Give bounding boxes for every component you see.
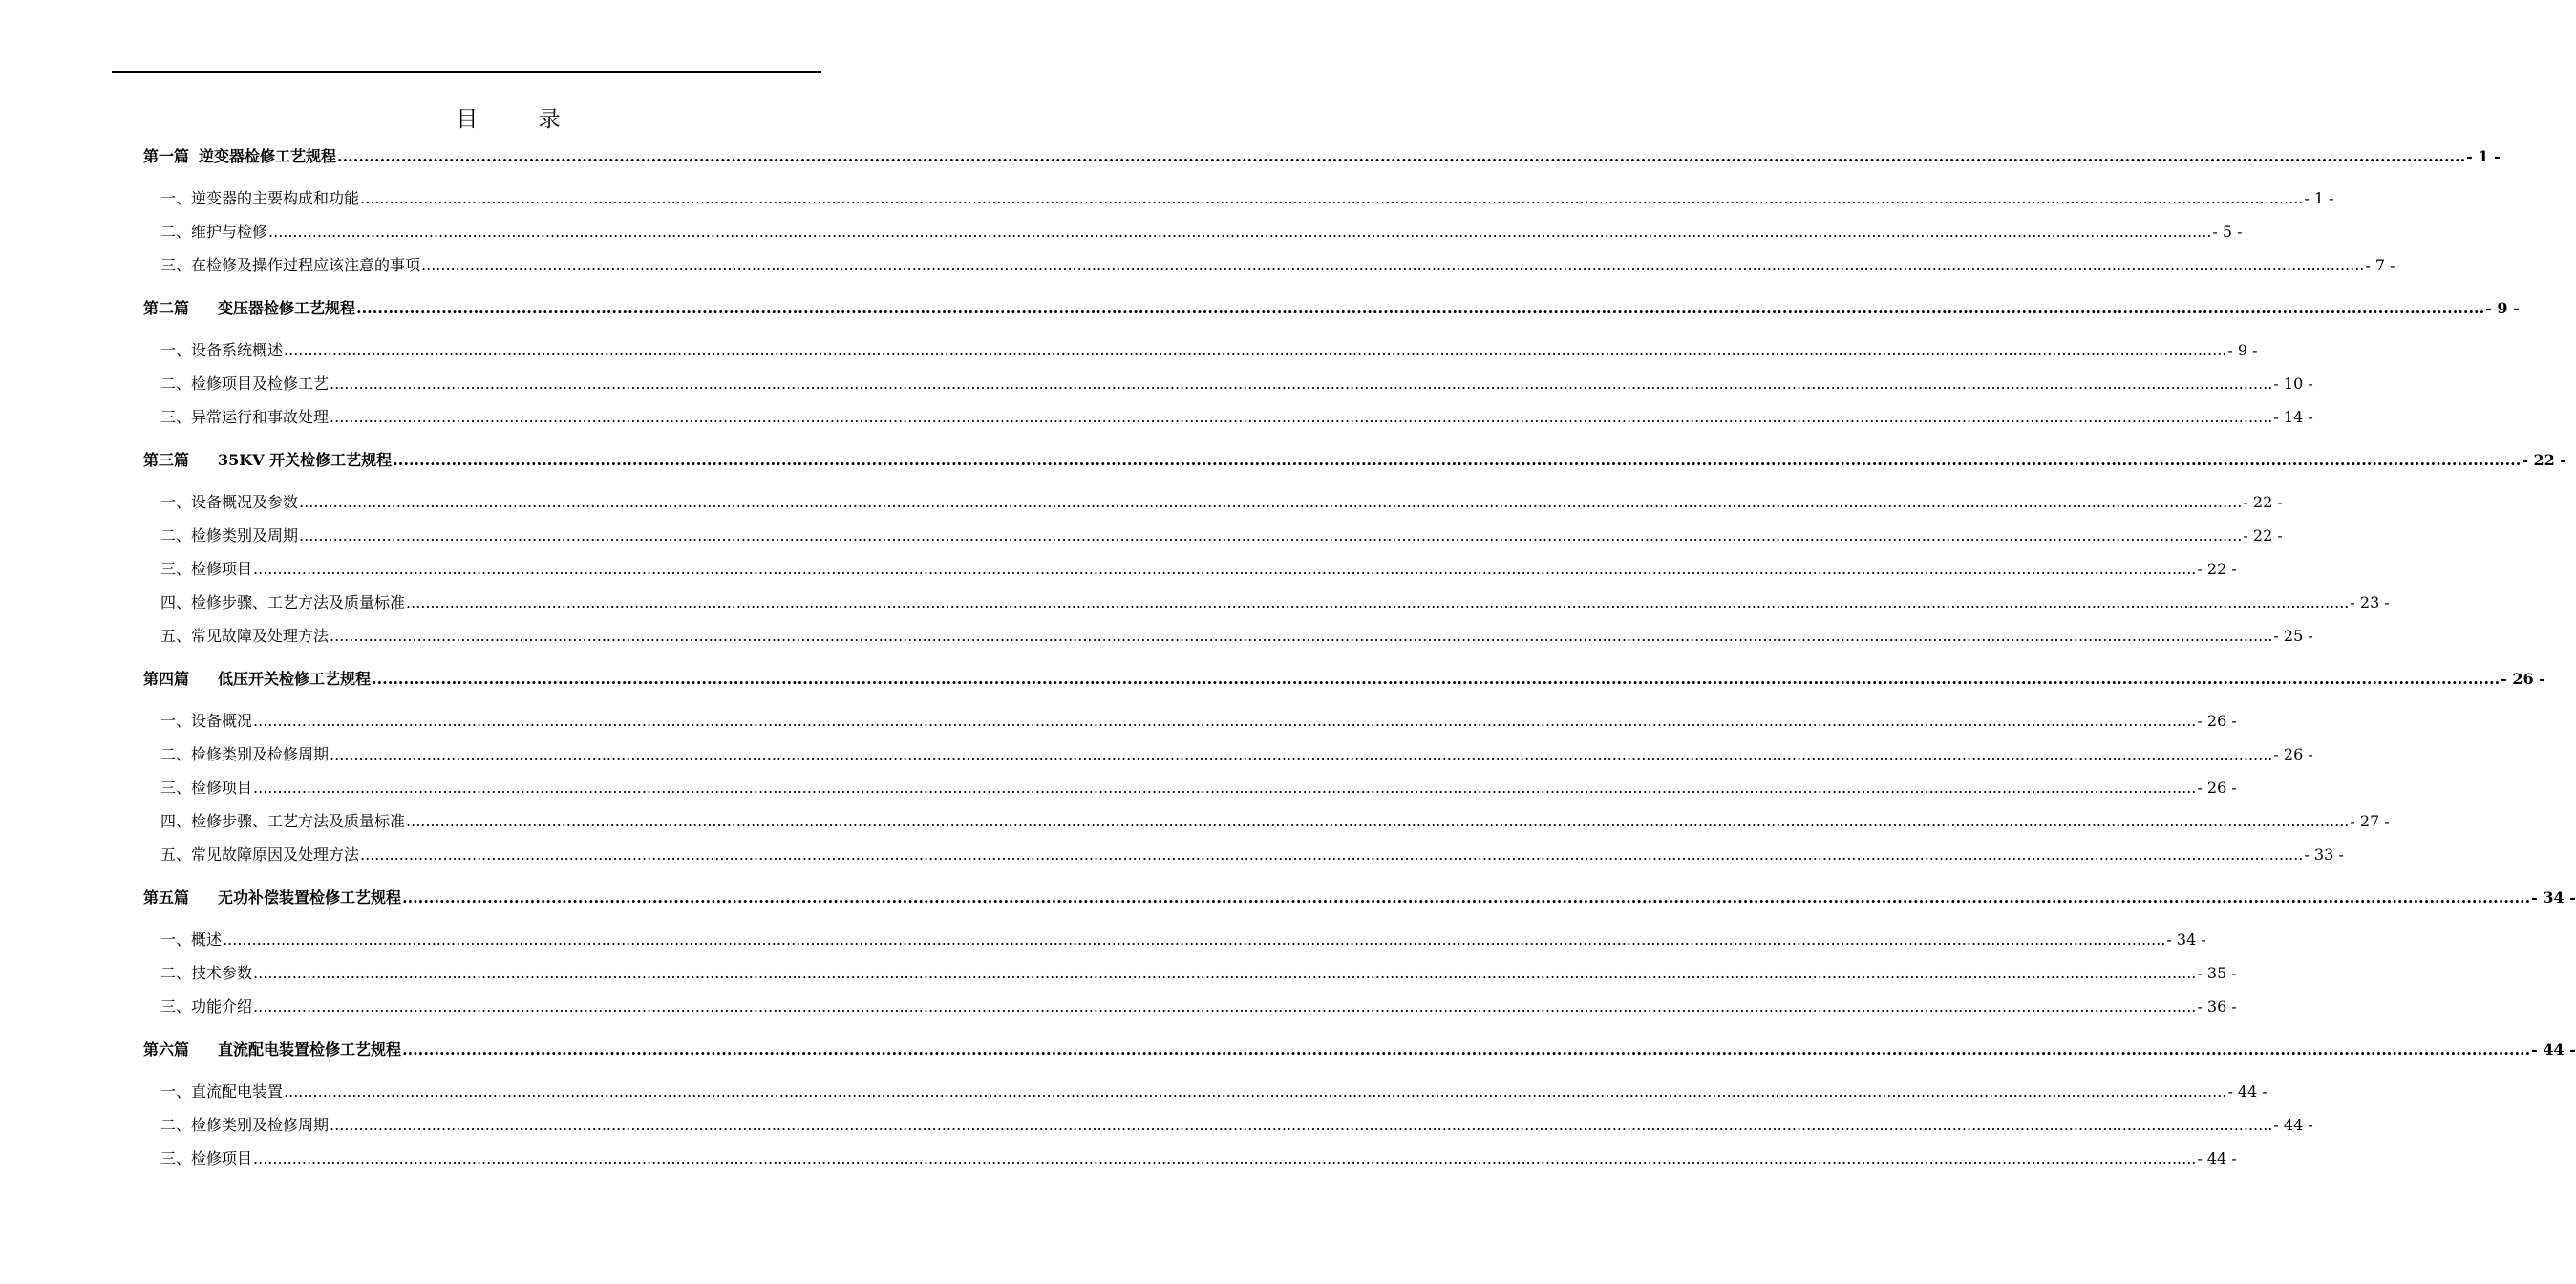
toc-chapter-entry[interactable] bbox=[143, 1038, 2576, 1062]
toc-entry-label bbox=[160, 1113, 329, 1138]
toc-entry-label bbox=[143, 886, 401, 910]
toc-dot-leader: ................................................................................................................................................................................................................................................................................................................................................................................................................ bbox=[402, 1040, 2531, 1059]
toc-entry-label bbox=[160, 253, 420, 278]
toc-entry-text: 三、检修项目 bbox=[160, 1149, 253, 1167]
toc-entry-text: 二、检修类别及检修周期 bbox=[160, 1116, 330, 1134]
toc-entry-label bbox=[143, 667, 371, 692]
toc-chapter-number: 第六篇 bbox=[143, 1040, 190, 1059]
toc-page-number: - 34 - bbox=[2531, 888, 2576, 907]
toc-section-entry[interactable] bbox=[160, 1080, 2267, 1104]
toc-chapter-entry[interactable] bbox=[143, 667, 2545, 692]
toc-section-entry[interactable] bbox=[160, 961, 2237, 986]
toc-section-entry[interactable] bbox=[160, 709, 2237, 734]
toc-entry-label bbox=[160, 1146, 252, 1171]
toc-entry-text: 低压开关检修工艺规程 bbox=[218, 670, 372, 688]
toc-entry-text: 五、常见故障及处理方法 bbox=[160, 627, 330, 645]
toc-dot-leader: ................................................................................................................................................................................................................................................................................................................................................................................................................ bbox=[337, 147, 2466, 165]
toc-section-entry[interactable] bbox=[160, 776, 2237, 801]
toc-dot-leader: ................................................................................................................................................................................................................................................................................................................................................................................................................ bbox=[360, 845, 2304, 864]
toc-entry-label bbox=[160, 742, 329, 767]
toc-entry-label bbox=[160, 590, 405, 615]
toc-entry-label bbox=[160, 524, 298, 548]
toc-dot-leader: ................................................................................................................................................................................................................................................................................................................................................................................................................ bbox=[356, 299, 2485, 317]
toc-page-number: - 1 - bbox=[2466, 147, 2501, 165]
toc-section-entry[interactable] bbox=[160, 220, 2243, 245]
toc-section-entry[interactable] bbox=[160, 490, 2283, 515]
toc-section-entry[interactable] bbox=[160, 557, 2237, 582]
toc-page-number: - 10 - bbox=[2273, 374, 2313, 393]
toc-chapter-number: 第一篇 bbox=[143, 147, 190, 165]
toc-dot-leader: ................................................................................................................................................................................................................................................................................................................................................................................................................ bbox=[402, 888, 2531, 907]
toc-section-entry[interactable] bbox=[160, 338, 2258, 363]
toc-page-number: - 1 - bbox=[2304, 189, 2334, 207]
toc-page-number: - 22 - bbox=[2243, 526, 2283, 545]
toc-page-number: - 25 - bbox=[2273, 627, 2313, 645]
toc-dot-leader: ................................................................................................................................................................................................................................................................................................................................................................................................................ bbox=[299, 493, 2243, 511]
toc-entry-text: 一、设备概况及参数 bbox=[160, 493, 299, 511]
toc-page-number: - 9 - bbox=[2227, 341, 2258, 359]
toc-section-entry[interactable] bbox=[160, 590, 2390, 615]
toc-entry-label bbox=[160, 809, 405, 834]
toc-entry-label bbox=[160, 995, 252, 1019]
toc-entry-text: 二、技术参数 bbox=[160, 964, 253, 982]
toc-section-entry[interactable] bbox=[160, 843, 2344, 867]
toc-page-number: - 44 - bbox=[2227, 1082, 2267, 1101]
toc-page-number: - 9 - bbox=[2485, 299, 2520, 317]
toc-entry-label bbox=[160, 372, 329, 396]
toc-dot-leader: ................................................................................................................................................................................................................................................................................................................................................................................................................ bbox=[253, 1149, 2197, 1167]
toc-dot-leader: ................................................................................................................................................................................................................................................................................................................................................................................................................ bbox=[284, 1082, 2227, 1101]
toc-entry-label bbox=[160, 220, 267, 245]
toc-entry-text: 五、常见故障原因及处理方法 bbox=[160, 845, 360, 864]
toc-section-entry[interactable] bbox=[160, 405, 2313, 430]
toc-section-entry[interactable] bbox=[160, 995, 2237, 1019]
toc-section-entry[interactable] bbox=[160, 253, 2395, 278]
toc-section-entry[interactable] bbox=[160, 809, 2390, 834]
toc-page-number: - 26 - bbox=[2273, 745, 2313, 763]
toc-section-entry[interactable] bbox=[160, 742, 2313, 767]
toc-page-number: - 26 - bbox=[2197, 712, 2237, 730]
toc-section-entry[interactable] bbox=[160, 524, 2283, 548]
toc-entry-text: 一、直流配电装置 bbox=[160, 1082, 284, 1101]
toc-entry-label bbox=[160, 490, 298, 515]
toc-page-number: - 44 - bbox=[2531, 1040, 2576, 1059]
toc-section-entry[interactable] bbox=[160, 1113, 2313, 1138]
toc-entry-text: 一、逆变器的主要构成和功能 bbox=[160, 189, 360, 207]
toc-dot-leader: ................................................................................................................................................................................................................................................................................................................................................................................................................ bbox=[253, 712, 2197, 730]
toc-chapter-entry[interactable] bbox=[143, 448, 2566, 473]
toc-section-entry[interactable] bbox=[160, 186, 2334, 211]
toc-page-number: - 7 - bbox=[2365, 256, 2395, 274]
toc-page-number: - 14 - bbox=[2273, 408, 2313, 426]
toc-entry-label bbox=[160, 557, 252, 582]
toc-entry-text: 一、设备系统概述 bbox=[160, 341, 284, 359]
toc-entry-label bbox=[160, 186, 359, 211]
toc-dot-leader: ................................................................................................................................................................................................................................................................................................................................................................................................................ bbox=[253, 964, 2197, 982]
toc-page-number: - 26 - bbox=[2501, 670, 2545, 688]
toc-title: 目 录 bbox=[456, 107, 587, 132]
toc-entry-text: 二、检修类别及检修周期 bbox=[160, 745, 330, 763]
toc-page-number: - 22 - bbox=[2197, 560, 2237, 578]
toc-entry-label bbox=[160, 928, 222, 952]
toc-dot-leader: ................................................................................................................................................................................................................................................................................................................................................................................................................ bbox=[253, 997, 2197, 1016]
toc-entry-text: 三、在检修及操作过程应该注意的事项 bbox=[160, 256, 421, 274]
toc-page-number: - 34 - bbox=[2166, 931, 2206, 949]
toc-entry-text: 35KV 开关检修工艺规程 bbox=[218, 451, 393, 469]
toc-entry-text: 三、检修项目 bbox=[160, 560, 253, 578]
toc-entry-text: 二、检修项目及检修工艺 bbox=[160, 374, 330, 393]
toc-section-entry[interactable] bbox=[160, 624, 2313, 649]
toc-chapter-number: 第四篇 bbox=[143, 670, 190, 688]
toc-entry-label bbox=[143, 144, 336, 169]
toc-entry-text: 无功补偿装置检修工艺规程 bbox=[218, 888, 402, 907]
toc-dot-leader: ................................................................................................................................................................................................................................................................................................................................................................................................................ bbox=[421, 256, 2365, 274]
toc-chapter-number: 第五篇 bbox=[143, 888, 190, 907]
toc-entry-text: 直流配电装置检修工艺规程 bbox=[218, 1040, 402, 1059]
toc-chapter-entry[interactable] bbox=[143, 296, 2520, 321]
toc-entry-label bbox=[160, 405, 329, 430]
toc-entry-label bbox=[160, 961, 252, 986]
toc-dot-leader: ................................................................................................................................................................................................................................................................................................................................................................................................................ bbox=[393, 451, 2522, 469]
toc-dot-leader: ................................................................................................................................................................................................................................................................................................................................................................................................................ bbox=[284, 341, 2227, 359]
toc-dot-leader: ................................................................................................................................................................................................................................................................................................................................................................................................................ bbox=[330, 745, 2273, 763]
toc-chapter-entry[interactable] bbox=[143, 886, 2576, 910]
toc-dot-leader: ................................................................................................................................................................................................................................................................................................................................................................................................................ bbox=[330, 408, 2273, 426]
toc-entry-label bbox=[160, 843, 359, 867]
toc-entry-text: 二、检修类别及周期 bbox=[160, 526, 299, 545]
toc-section-entry[interactable] bbox=[160, 372, 2313, 396]
toc-entry-text: 三、异常运行和事故处理 bbox=[160, 408, 330, 426]
toc-page-number: - 44 - bbox=[2197, 1149, 2237, 1167]
toc-dot-leader: ................................................................................................................................................................................................................................................................................................................................................................................................................ bbox=[372, 670, 2501, 688]
toc-dot-leader: ................................................................................................................................................................................................................................................................................................................................................................................................................ bbox=[330, 1116, 2273, 1134]
toc-entry-text: 二、维护与检修 bbox=[160, 223, 268, 241]
toc-entry-text: 四、检修步骤、工艺方法及质量标准 bbox=[160, 593, 406, 611]
toc-dot-leader: ................................................................................................................................................................................................................................................................................................................................................................................................................ bbox=[406, 593, 2350, 611]
toc-entry-text: 变压器检修工艺规程 bbox=[218, 299, 356, 317]
toc-entry-label bbox=[143, 448, 392, 473]
toc-dot-leader: ................................................................................................................................................................................................................................................................................................................................................................................................................ bbox=[253, 560, 2197, 578]
toc-dot-leader: ................................................................................................................................................................................................................................................................................................................................................................................................................ bbox=[268, 223, 2212, 241]
toc-chapter-entry[interactable] bbox=[143, 144, 2501, 169]
toc-dot-leader: ................................................................................................................................................................................................................................................................................................................................................................................................................ bbox=[406, 812, 2350, 830]
toc-page-number: - 26 - bbox=[2197, 779, 2237, 797]
toc-entry-text: 三、检修项目 bbox=[160, 779, 253, 797]
toc-page-number: - 36 - bbox=[2197, 997, 2237, 1016]
toc-page-number: - 22 - bbox=[2522, 451, 2566, 469]
toc-section-entry[interactable] bbox=[160, 1146, 2237, 1171]
toc-entry-text: 四、检修步骤、工艺方法及质量标准 bbox=[160, 812, 406, 830]
toc-page-number: - 27 - bbox=[2350, 812, 2390, 830]
toc-chapter-number: 第三篇 bbox=[143, 451, 190, 469]
toc-chapter-number: 第二篇 bbox=[143, 299, 190, 317]
toc-page-number: - 33 - bbox=[2304, 845, 2344, 864]
toc-entry-label bbox=[160, 338, 283, 363]
toc-dot-leader: ................................................................................................................................................................................................................................................................................................................................................................................................................ bbox=[330, 374, 2273, 393]
toc-entry-label bbox=[160, 624, 329, 649]
toc-entry-text: 一、概述 bbox=[160, 931, 223, 949]
toc-dot-leader: ................................................................................................................................................................................................................................................................................................................................................................................................................ bbox=[299, 526, 2243, 545]
toc-page-number: - 22 - bbox=[2243, 493, 2283, 511]
toc-entry-text: 三、功能介绍 bbox=[160, 997, 253, 1016]
toc-dot-leader: ................................................................................................................................................................................................................................................................................................................................................................................................................ bbox=[360, 189, 2304, 207]
toc-entry-label bbox=[160, 709, 252, 734]
toc-dot-leader: ................................................................................................................................................................................................................................................................................................................................................................................................................ bbox=[253, 779, 2197, 797]
toc-entry-label bbox=[160, 1080, 283, 1104]
toc-entry-text: 逆变器检修工艺规程 bbox=[199, 147, 337, 165]
toc-dot-leader: ................................................................................................................................................................................................................................................................................................................................................................................................................ bbox=[330, 627, 2273, 645]
toc-section-entry[interactable] bbox=[160, 928, 2206, 952]
toc-page-number: - 23 - bbox=[2350, 593, 2390, 611]
toc-entry-label bbox=[143, 1038, 401, 1062]
toc-dot-leader: ................................................................................................................................................................................................................................................................................................................................................................................................................ bbox=[223, 931, 2166, 949]
toc-entry-label bbox=[160, 776, 252, 801]
toc-entry-text: 一、设备概况 bbox=[160, 712, 253, 730]
toc-page-number: - 5 - bbox=[2212, 223, 2243, 241]
toc-page-number: - 44 - bbox=[2273, 1116, 2313, 1134]
toc-page-number: - 35 - bbox=[2197, 964, 2237, 982]
toc-entry-label bbox=[143, 296, 355, 321]
